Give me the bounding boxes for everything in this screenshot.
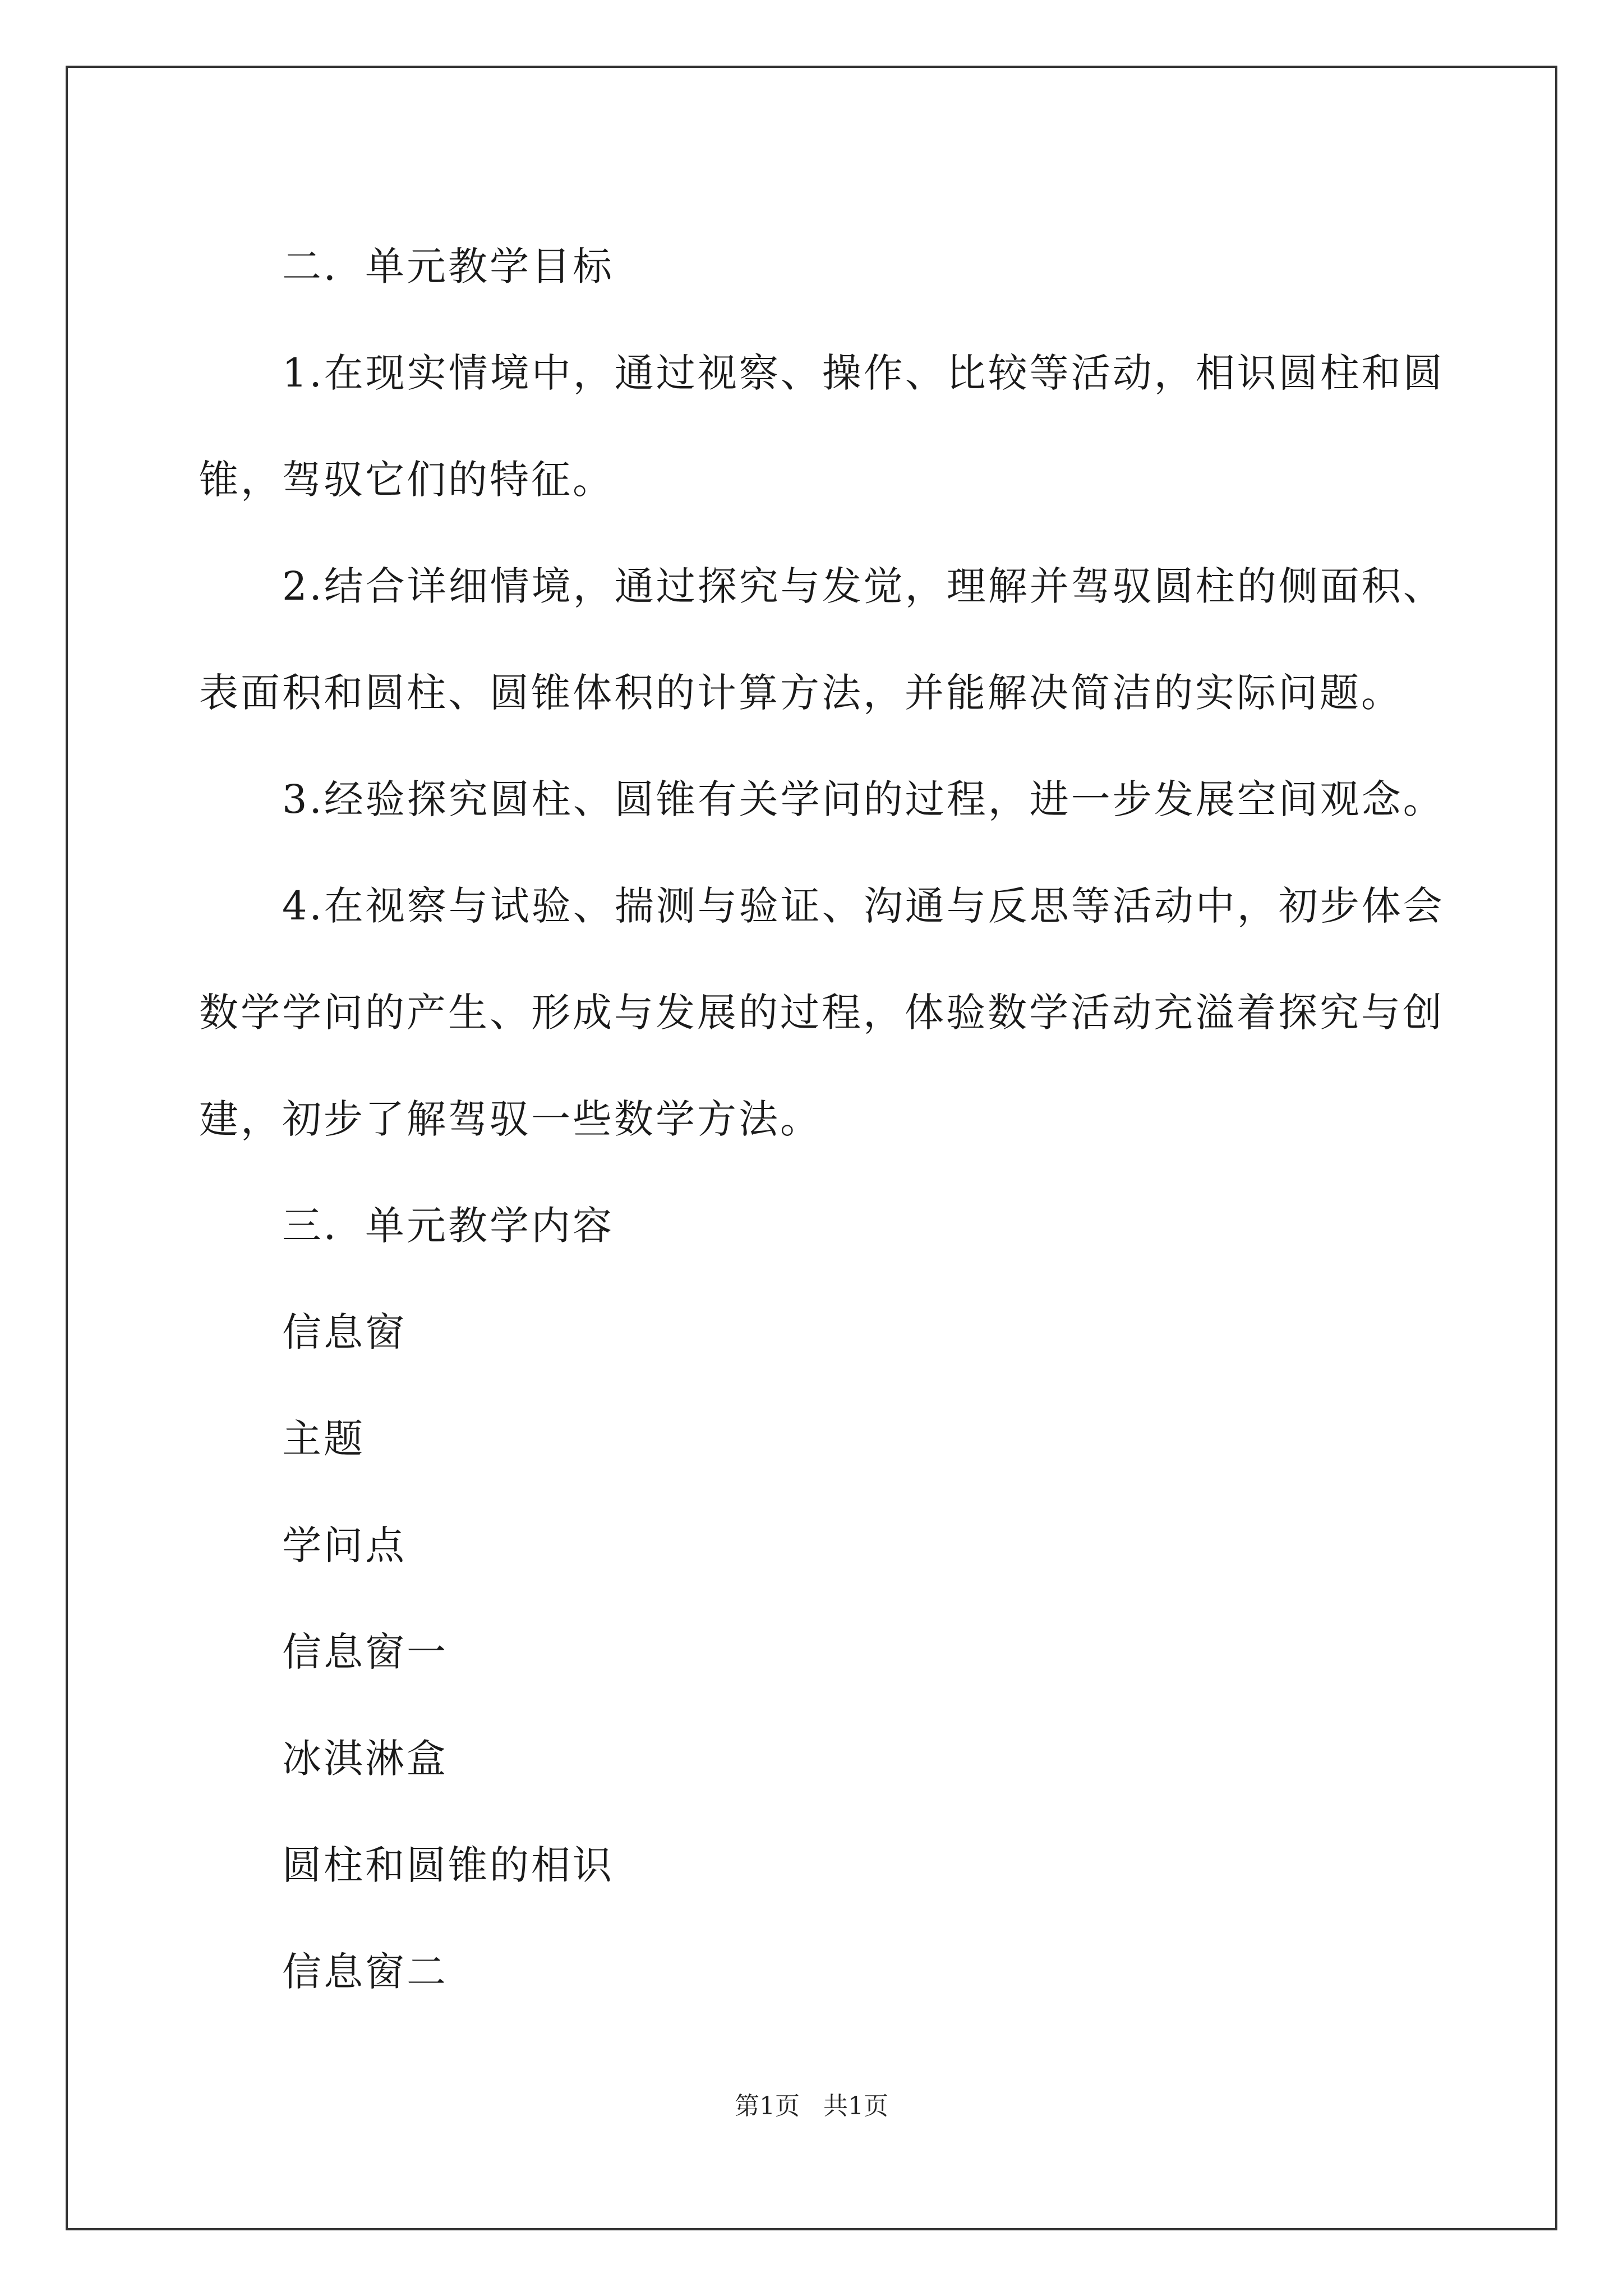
section-heading-objectives: 二．单元教学目标 xyxy=(282,243,614,289)
page-number: 第1页 xyxy=(735,2092,800,2120)
paragraph-line: 4.在视察与试验、揣测与验证、沟通与反思等活动中，初步体会 xyxy=(282,883,1445,929)
content-item: 信息窗二 xyxy=(282,1949,448,1995)
paragraph-line: 3.经验探究圆柱、圆锥有关学问的过程，进一步发展空间观念。 xyxy=(282,776,1445,822)
paragraph-line: 1.在现实情境中，通过视察、操作、比较等活动，相识圆柱和圆 xyxy=(282,350,1445,396)
content-item: 学问点 xyxy=(282,1522,407,1568)
content-item: 冰淇淋盒 xyxy=(282,1736,448,1782)
page-total: 共1页 xyxy=(823,2092,888,2120)
page-footer xyxy=(0,2086,1623,2122)
paragraph-line: 锥，驾驭它们的特征。 xyxy=(199,457,614,503)
paragraph-line: 表面积和圆柱、圆锥体积的计算方法，并能解决简洁的实际问题。 xyxy=(199,670,1403,716)
content-item: 主题 xyxy=(282,1416,365,1462)
content-item: 信息窗 xyxy=(282,1309,407,1355)
paragraph-line: 建，初步了解驾驭一些数学方法。 xyxy=(199,1096,822,1142)
section-heading-content: 三．单元教学内容 xyxy=(282,1203,614,1249)
paragraph-line: 2.结合详细情境，通过探究与发觉，理解并驾驭圆柱的侧面积、 xyxy=(282,563,1445,609)
content-item: 圆柱和圆锥的相识 xyxy=(282,1842,614,1888)
content-item: 信息窗一 xyxy=(282,1629,448,1675)
paragraph-line: 数学学问的产生、形成与发展的过程，体验数学活动充溢着探究与创 xyxy=(199,990,1444,1036)
document-body xyxy=(199,213,1445,2025)
